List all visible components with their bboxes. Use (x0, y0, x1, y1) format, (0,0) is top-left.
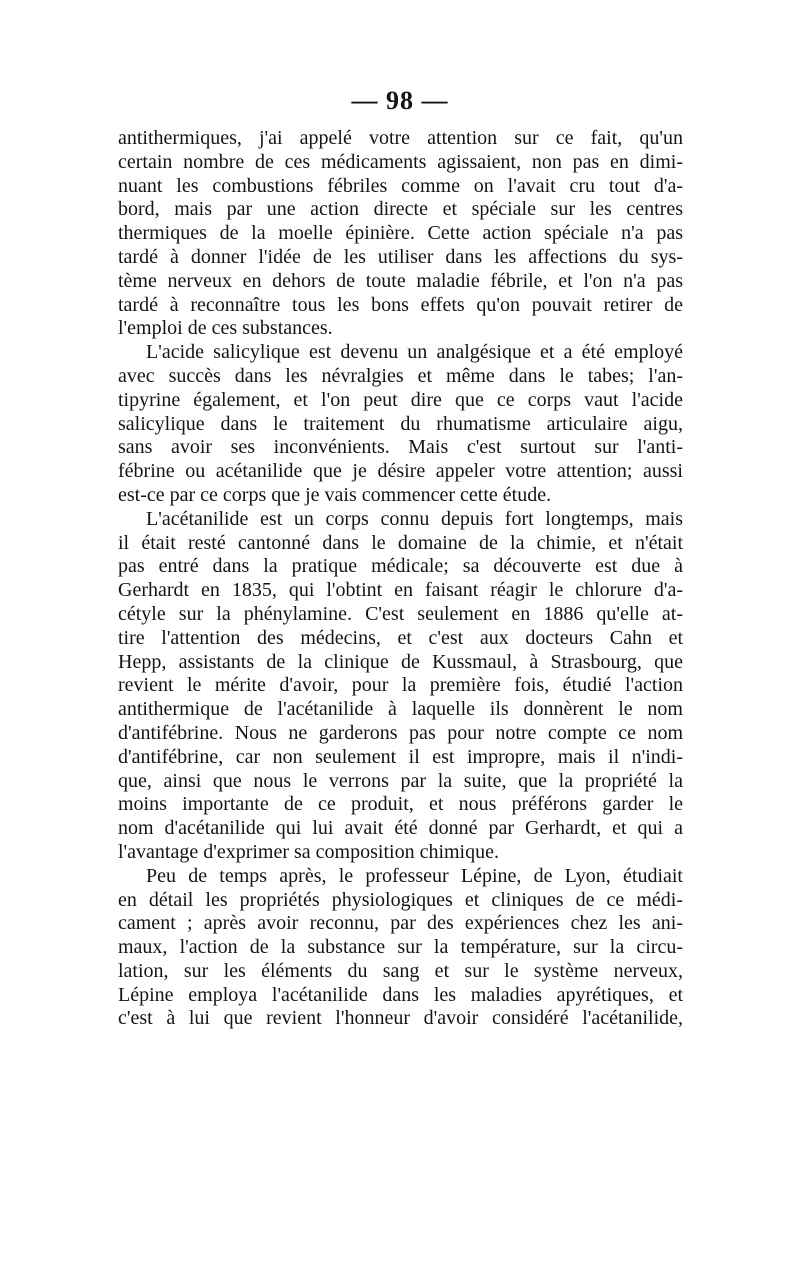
text-line: antithermiques, j'ai appelé votre attention sur ce fait, qu'un (118, 127, 683, 149)
text-line: est-ce par ce corps que je vais commencer cette étude. (118, 483, 552, 506)
text-line: en détail les propriétés physiologiques et cliniques de ce médi- (118, 888, 683, 911)
text-line: tardé à donner l'idée de les utiliser dans les affections du sys- (118, 245, 683, 268)
text-line: thermiques de la moelle épinière. Cette action spéciale n'a pas (118, 222, 683, 245)
text-line: l'emploi de ces substances. (118, 317, 333, 340)
paragraph (118, 508, 683, 865)
text-line: pas entré dans la pratique médicale; sa découverte est due à (118, 555, 683, 578)
body-text (118, 127, 683, 1031)
text-line: lation, sur les éléments du sang et sur le système nerveux, (118, 959, 683, 982)
text-line: Lépine employa l'acétanilide dans les maladies apyrétiques, et (118, 983, 683, 1006)
text-line: tème nerveux en dehors de toute maladie fébrile, et l'on n'a pas (118, 269, 683, 292)
text-line: Gerhardt en 1835, qui l'obtint en faisant réagir le chlorure d'a- (118, 579, 683, 602)
text-line: maux, l'action de la substance sur la température, sur la circu- (118, 936, 683, 959)
text-line: tipyrine également, et l'on peut dire que ce corps vaut l'acide (118, 388, 683, 411)
text-line: L'acétanilide est un corps connu depuis fort longtemps, mais (146, 507, 683, 530)
text-line: cétyle sur la phénylamine. C'est seulement en 1886 qu'elle at- (118, 602, 683, 625)
text-line: sans avoir ses inconvénients. Mais c'est surtout sur l'anti- (118, 436, 683, 459)
text-line: moins importante de ce produit, et nous préférons garder le (118, 793, 683, 816)
paragraph (118, 127, 683, 341)
text-line: nuant les combustions fébriles comme on l'avait cru tout d'a- (118, 174, 683, 197)
text-line: fébrine ou acétanilide que je désire appeler votre attention; aussi (118, 460, 683, 483)
text-line: d'antifébrine, car non seulement il est impropre, mais il n'indi- (118, 745, 683, 768)
text-line: Peu de temps après, le professeur Lépine, de Lyon, étudiait (146, 864, 683, 887)
text-line: bord, mais par une action directe et spéciale sur les centres (118, 198, 683, 221)
text-line: cament ; après avoir reconnu, par des expériences chez les ani- (118, 912, 683, 935)
text-line: revient le mérite d'avoir, pour la première fois, étudié l'action (118, 674, 683, 697)
paragraph (118, 865, 683, 1032)
text-line: il était resté cantonné dans le domaine de la chimie, et n'était (118, 531, 683, 554)
text-line: L'acide salicylique est devenu un analgésique et a été employé (146, 341, 683, 364)
text-line: que, ainsi que nous le verrons par la suite, que la propriété la (118, 769, 683, 792)
text-line: salicylique dans le traitement du rhumatisme articulaire aigu, (118, 412, 683, 435)
text-line: tardé à reconnaître tous les bons effets qu'on pouvait retirer de (118, 293, 683, 316)
text-line: Hepp, assistants de la clinique de Kussmaul, à Strasbourg, que (118, 650, 683, 673)
text-line: avec succès dans les névralgies et même dans le tabes; l'an- (118, 364, 683, 387)
text-line: certain nombre de ces médicaments agissaient, non pas en dimi- (118, 150, 683, 173)
text-line: l'avantage d'exprimer sa composition chimique. (118, 840, 499, 863)
text-line: c'est à lui que revient l'honneur d'avoir considéré l'acétanilide, (118, 1007, 683, 1030)
text-line: antithermique de l'acétanilide à laquelle ils donnèrent le nom (118, 698, 683, 721)
page-number: — 98 — (351, 86, 449, 115)
text-line: tire l'attention des médecins, et c'est aux docteurs Cahn et (118, 626, 683, 649)
text-line: d'antifébrine. Nous ne garderons pas pour notre compte ce nom (118, 721, 683, 744)
text-line: nom d'acétanilide qui lui avait été donné par Gerhardt, et qui a (118, 817, 683, 840)
paragraph (118, 341, 683, 508)
